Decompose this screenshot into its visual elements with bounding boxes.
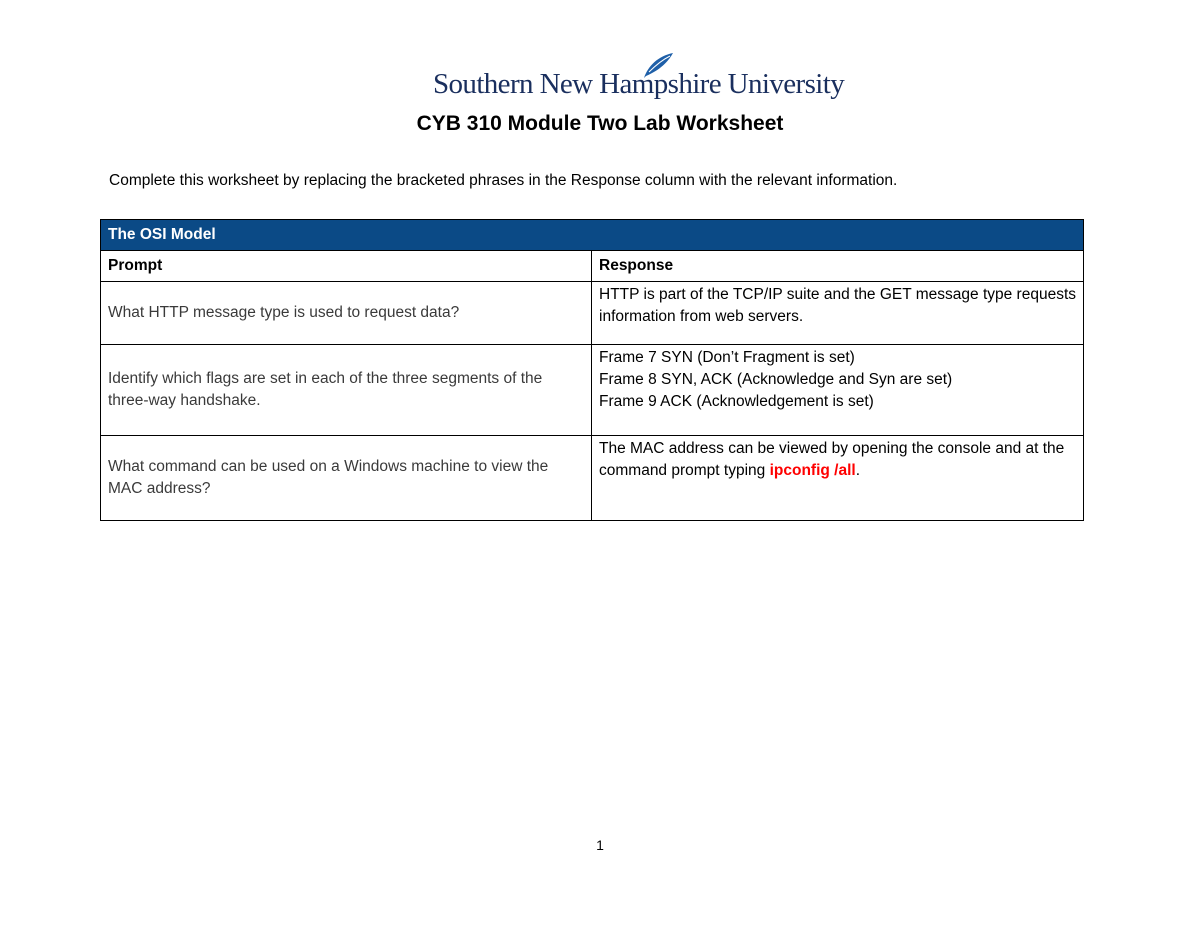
table-header-row	[101, 220, 1084, 251]
table-row	[101, 282, 1084, 345]
table-row	[101, 436, 1084, 521]
document-title: CYB 310 Module Two Lab Worksheet	[416, 112, 784, 135]
table-header: The OSI Model	[101, 220, 1084, 251]
response-cell[interactable]: HTTP is part of the TCP/IP suite and the GET message type requests information from web servers.	[592, 282, 1084, 345]
response-text: The MAC address can be viewed by opening the console and at the command prompt typing	[599, 440, 1065, 479]
prompt-cell: What command can be used on a Windows machine to view the MAC address?	[101, 436, 592, 521]
response-cell[interactable]	[592, 345, 1084, 436]
response-line: Frame 9 ACK (Acknowledgement is set)	[599, 393, 874, 410]
response-cell[interactable]	[592, 436, 1084, 521]
response-line: Frame 7 SYN (Don’t Fragment is set)	[599, 349, 855, 366]
command-text: ipconfig /all	[769, 462, 856, 479]
table-row	[101, 345, 1084, 436]
university-name: Southern New Hampshire University	[433, 68, 845, 100]
column-headers-row	[101, 251, 1084, 282]
prompt-cell: Identify which flags are set in each of the three segments of the three-way handshake.	[101, 345, 592, 436]
page-number: 1	[596, 837, 604, 853]
response-suffix: .	[855, 462, 861, 479]
response-column-header: Response	[592, 251, 1084, 282]
osi-model-table	[100, 219, 1084, 521]
prompt-column-header: Prompt	[101, 251, 592, 282]
instructions-text: Complete this worksheet by replacing the bracketed phrases in the Response column with the relevant information.	[109, 172, 898, 189]
prompt-cell: What HTTP message type is used to request data?	[101, 282, 592, 345]
response-line: Frame 8 SYN, ACK (Acknowledge and Syn are set)	[599, 371, 953, 388]
university-logo	[433, 52, 845, 104]
leaf-icon	[640, 52, 674, 80]
